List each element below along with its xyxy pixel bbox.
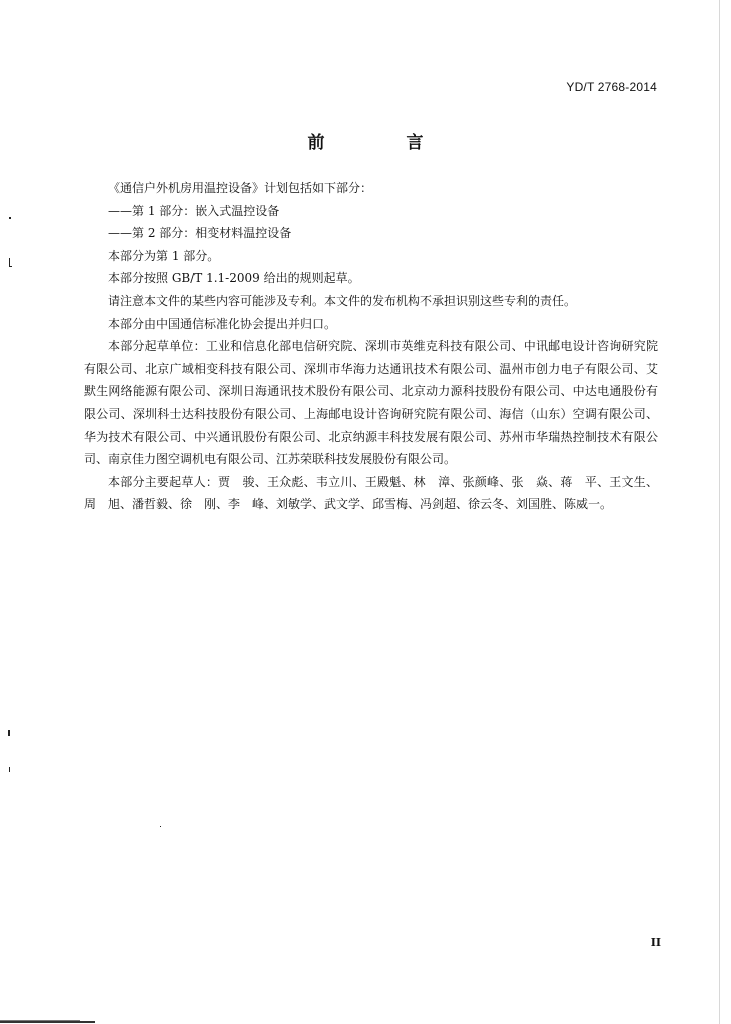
document-code: YD/T 2768-2014 xyxy=(566,80,657,94)
section-title: 前 言 xyxy=(307,133,462,153)
scan-mark xyxy=(9,266,12,267)
scan-mark xyxy=(8,730,10,736)
scan-mark xyxy=(160,826,161,827)
body-text xyxy=(84,177,658,516)
scan-edge xyxy=(719,0,720,1024)
paragraph-drafting-rules: 本部分按照 GB/T 1.1-2009 给出的规则起草。 xyxy=(108,271,360,286)
paragraph-proposer: 本部分由中国通信标准化协会提出并归口。 xyxy=(108,316,337,331)
scan-mark xyxy=(9,217,11,219)
scan-mark xyxy=(9,767,10,772)
scan-edge xyxy=(0,1020,80,1021)
list-item-part-2: ——第 2 部分：相变材料温控设备 xyxy=(108,226,292,241)
paragraph-drafters: 本部分主要起草人：贾 骏、王众彪、韦立川、王殿魁、林 漳、张颜峰、张 焱、蒋 平、王文生、周 旭、潘哲毅、徐 刚、李 峰、刘敏学、武文学、邱雪梅、冯剑超、徐云冬、刘国胜、陈威一。 xyxy=(84,474,658,512)
scan-edge xyxy=(0,1021,95,1023)
paragraph-part-number: 本部分为第 1 部分。 xyxy=(108,248,220,263)
list-item-part-1: ——第 1 部分：嵌入式温控设备 xyxy=(108,203,280,218)
paragraph-drafting-units: 本部分起草单位：工业和信息化部电信研究院、深圳市英维克科技有限公司、中讯邮电设计咨询研究院有限公司、北京广域相变科技有限公司、深圳市华海力达通讯技术有限公司、温州市创力电子有限公司、艾默生网络能源有限公司、深圳日海通讯技术股份有限公司、北京动力源科技股份有限公司、中达电通股份有限公司、深圳科士达科技股份有限公司、上海邮电设计咨询研究院有限公司、海信（山东）空调有限公司、华为技术有限公司、中兴通讯股份有限公司、北京纳源丰科技发展有限公司、苏州市华瑞热控制技术有限公司、南京佳力图空调机电有限公司、江苏荣联科技发展股份有限公司。 xyxy=(84,339,658,467)
paragraph-patent-notice: 请注意本文件的某些内容可能涉及专利。本文件的发布机构不承担识别这些专利的责任。 xyxy=(108,293,577,308)
page-number: II xyxy=(650,936,661,949)
paragraph-parts-intro: 《通信户外机房用温控设备》计划包括如下部分： xyxy=(108,181,373,195)
